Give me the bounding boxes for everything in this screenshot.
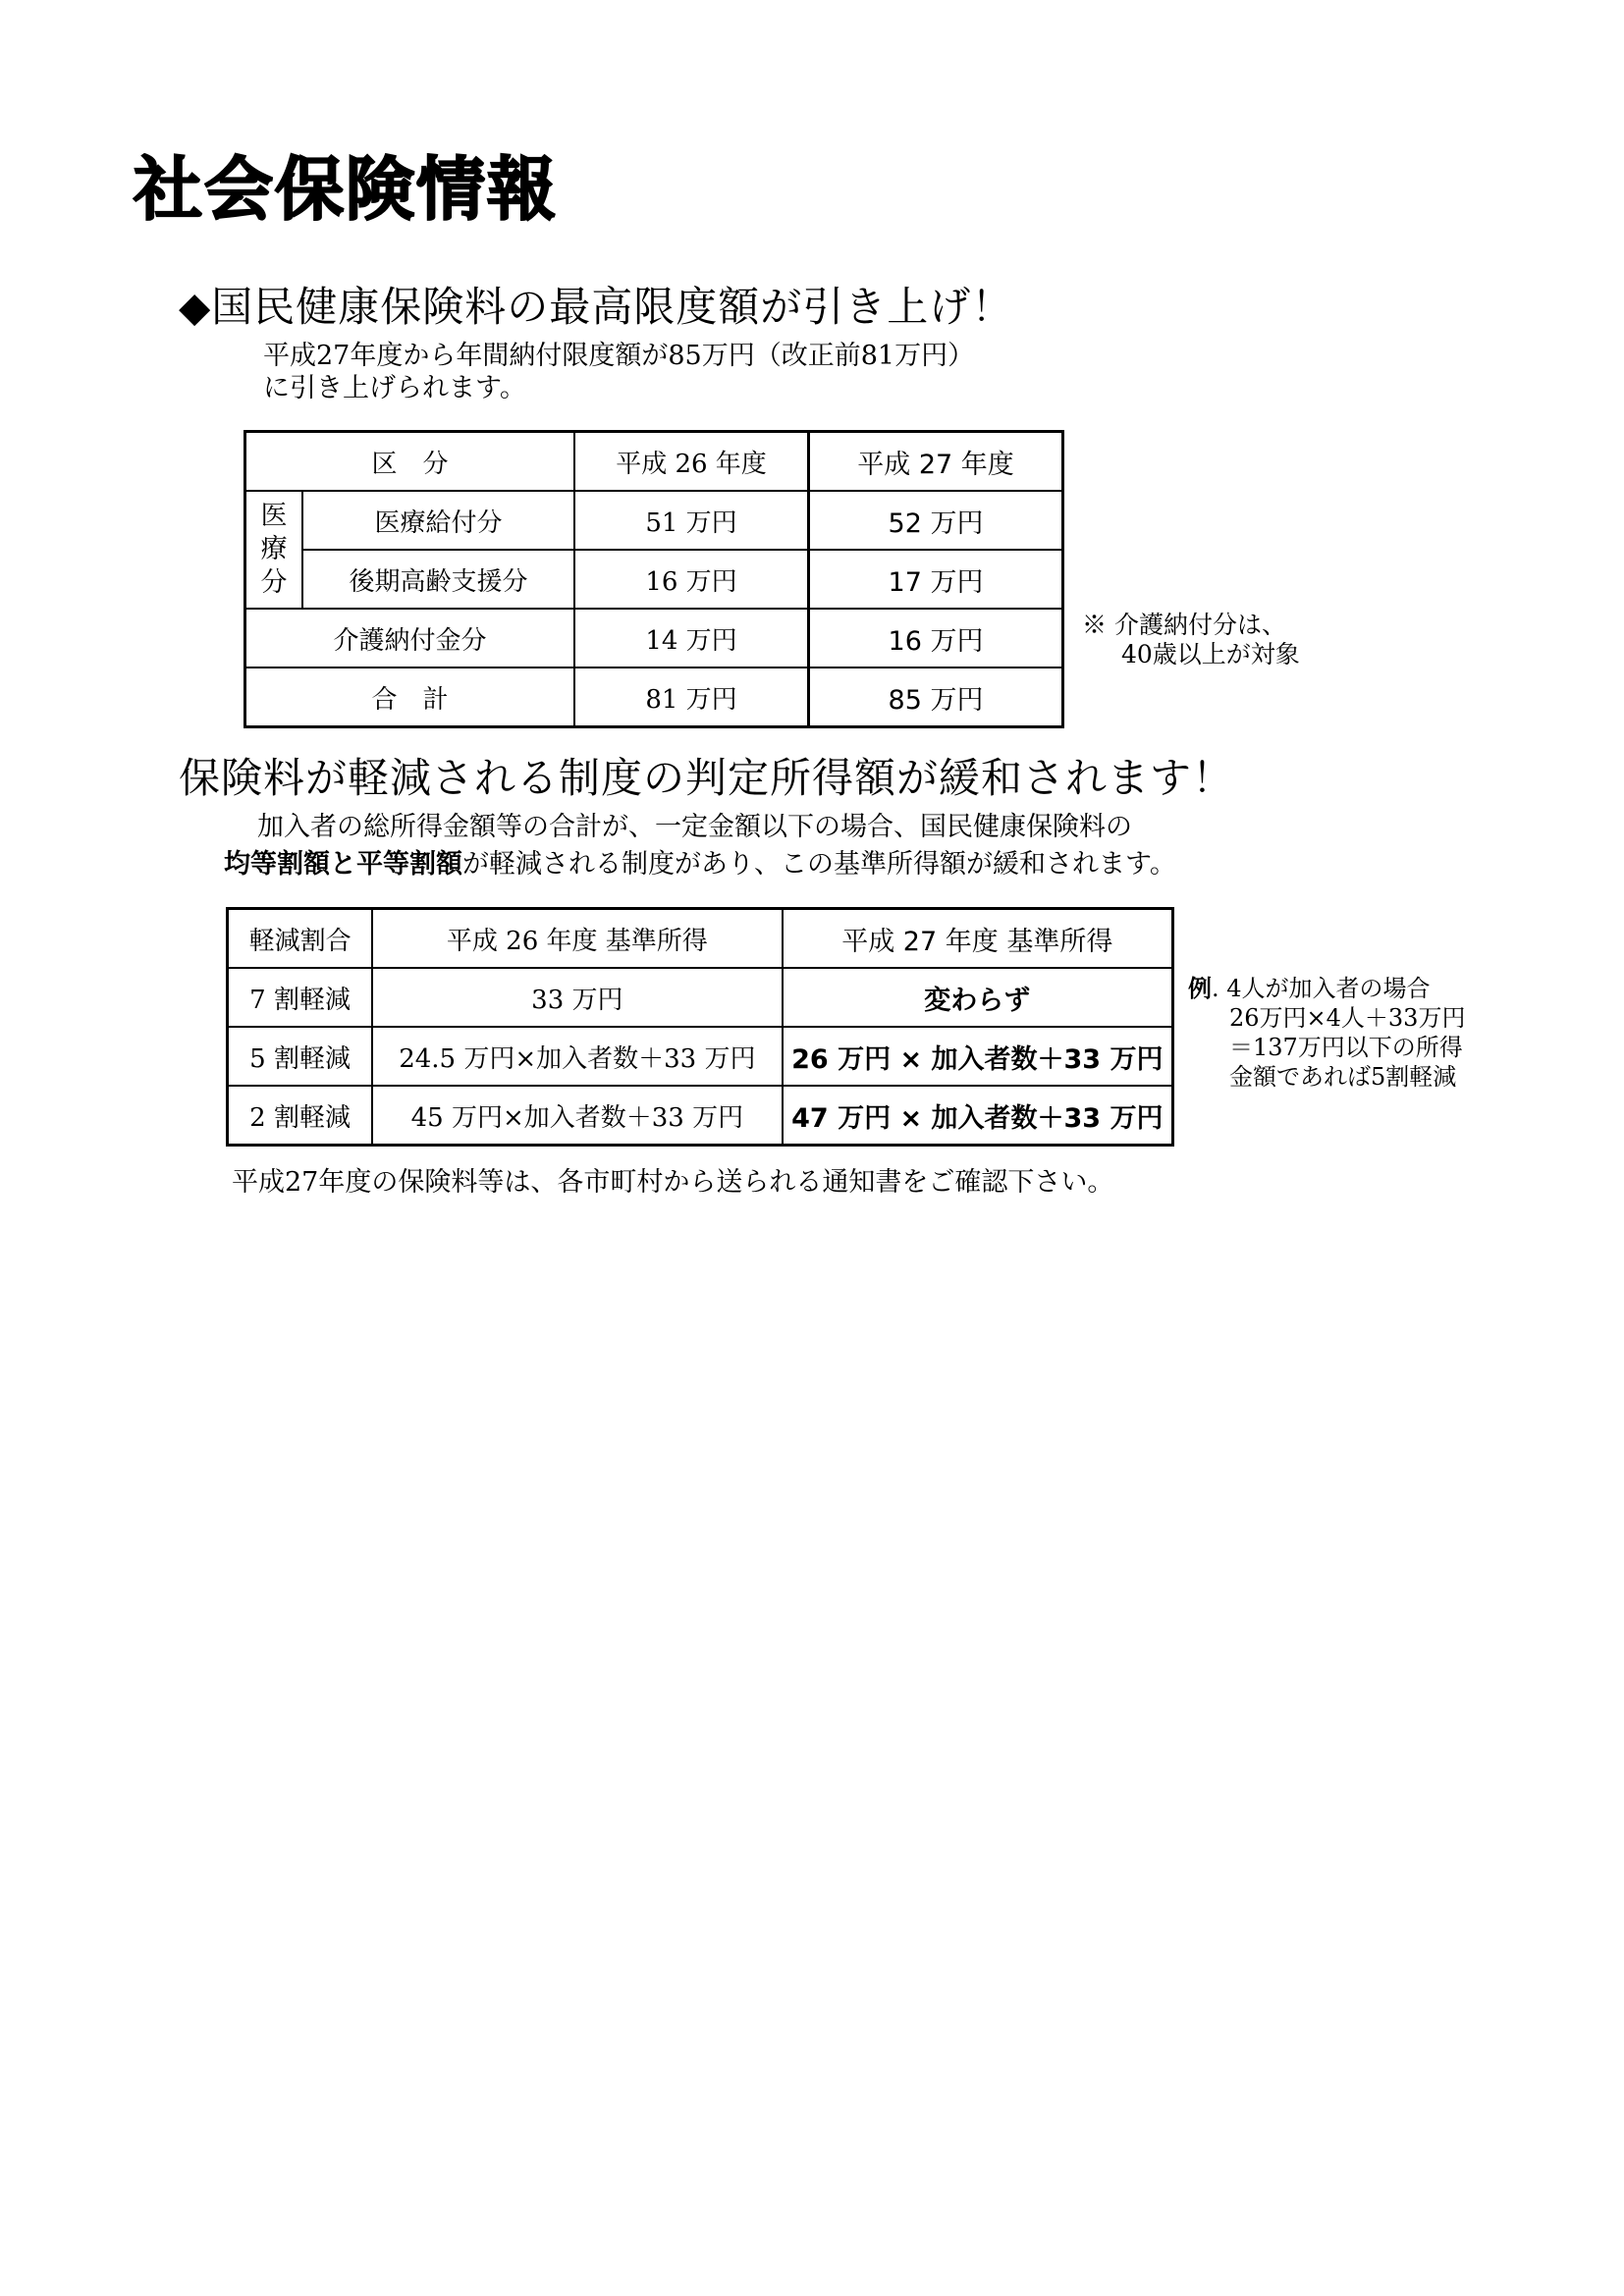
medical-label-char: 療 (260, 534, 288, 564)
example-line1: . 4人が加入者の場合 (1212, 975, 1431, 1002)
row-fy27: 52 万円 (809, 491, 1063, 550)
care-note-line1: ※ 介護納付分は、 (1082, 611, 1286, 639)
section1-intro-line1: 平成27年度から年間納付限度額が85万円（改正前81万円） (263, 341, 975, 371)
row-fy26: 51 万円 (574, 491, 809, 550)
closing-note: 平成27年度の保険料等は、各市町村から送られる通知書をご確認下さい。 (232, 1167, 1114, 1198)
intro-rest: が軽減される制度があり、この基準所得額が緩和されます。 (462, 849, 1176, 880)
premium-limit-table (244, 430, 1064, 728)
table-row (245, 550, 1063, 609)
table-header-row (228, 909, 1173, 969)
row-label: 合 計 (245, 667, 575, 727)
table-row (228, 1086, 1173, 1146)
row-fy27: 16 万円 (809, 609, 1063, 667)
table-header-row (245, 432, 1063, 492)
example-line2: 26万円×4人＋33万円 (1229, 1004, 1466, 1032)
table-row-total (245, 667, 1063, 727)
reduction-table (226, 907, 1174, 1147)
header-category: 区 分 (245, 432, 575, 492)
example-prefix: 例 (1188, 975, 1212, 1002)
row-label: 医療給付分 (302, 491, 574, 550)
section1-intro (263, 340, 1147, 404)
row-fy26: 45 万円×加入者数＋33 万円 (372, 1086, 782, 1146)
intro-bold-term: 平等割額 (356, 849, 462, 880)
section-heading-premium-limit: ◆国民健康保険料の最高限度額が引き上げ！ (179, 283, 1014, 331)
header-fy27: 平成 27 年度 基準所得 (783, 909, 1173, 969)
row-fy27: 85 万円 (809, 667, 1063, 727)
header-fy27: 平成 27 年度 (809, 432, 1063, 492)
row-fy26: 81 万円 (574, 667, 809, 727)
row-fy26: 33 万円 (372, 968, 782, 1027)
header-fy26: 平成 26 年度 基準所得 (372, 909, 782, 969)
section2-intro-line1: 加入者の総所得金額等の合計が、一定金額以下の場合、国民健康保険料の (257, 812, 1132, 842)
medical-group-label (245, 491, 303, 609)
row-ratio: 7 割軽減 (228, 968, 373, 1027)
row-fy26: 16 万円 (574, 550, 809, 609)
header-ratio: 軽減割合 (228, 909, 373, 969)
row-ratio: 2 割軽減 (228, 1086, 373, 1146)
row-label: 後期高齢支援分 (302, 550, 574, 609)
row-fy27: 変わらず (783, 968, 1173, 1027)
intro-bold-term: 均等割額 (224, 849, 330, 880)
row-fy27: 47 万円 × 加入者数＋33 万円 (783, 1086, 1173, 1146)
example-line3: ＝137万円以下の所得 (1229, 1034, 1463, 1061)
medical-label-char: 分 (260, 567, 288, 598)
table-row (228, 1027, 1173, 1086)
row-fy27: 17 万円 (809, 550, 1063, 609)
section2-intro-line2 (224, 848, 1176, 881)
row-ratio: 5 割軽減 (228, 1027, 373, 1086)
example-line4: 金額であれば5割軽減 (1229, 1063, 1457, 1091)
care-note (1082, 611, 1300, 669)
page-title: 社会保険情報 (134, 149, 558, 230)
intro-bold-conj: と (330, 849, 356, 880)
row-label: 介護納付金分 (245, 609, 575, 667)
section1-intro-line2: に引き上げられます。 (263, 373, 526, 403)
table-row (245, 491, 1063, 550)
header-fy26: 平成 26 年度 (574, 432, 809, 492)
care-note-line2: 40歳以上が対象 (1121, 640, 1300, 668)
table-row (245, 609, 1063, 667)
row-fy26: 24.5 万円×加入者数＋33 万円 (372, 1027, 782, 1086)
table-row (228, 968, 1173, 1027)
section-heading-reduction: 保険料が軽減される制度の判定所得額が緩和されます！ (179, 754, 1235, 802)
row-fy26: 14 万円 (574, 609, 809, 667)
medical-label-char: 医 (260, 501, 288, 531)
example-note (1188, 974, 1465, 1092)
row-fy27: 26 万円 × 加入者数＋33 万円 (783, 1027, 1173, 1086)
